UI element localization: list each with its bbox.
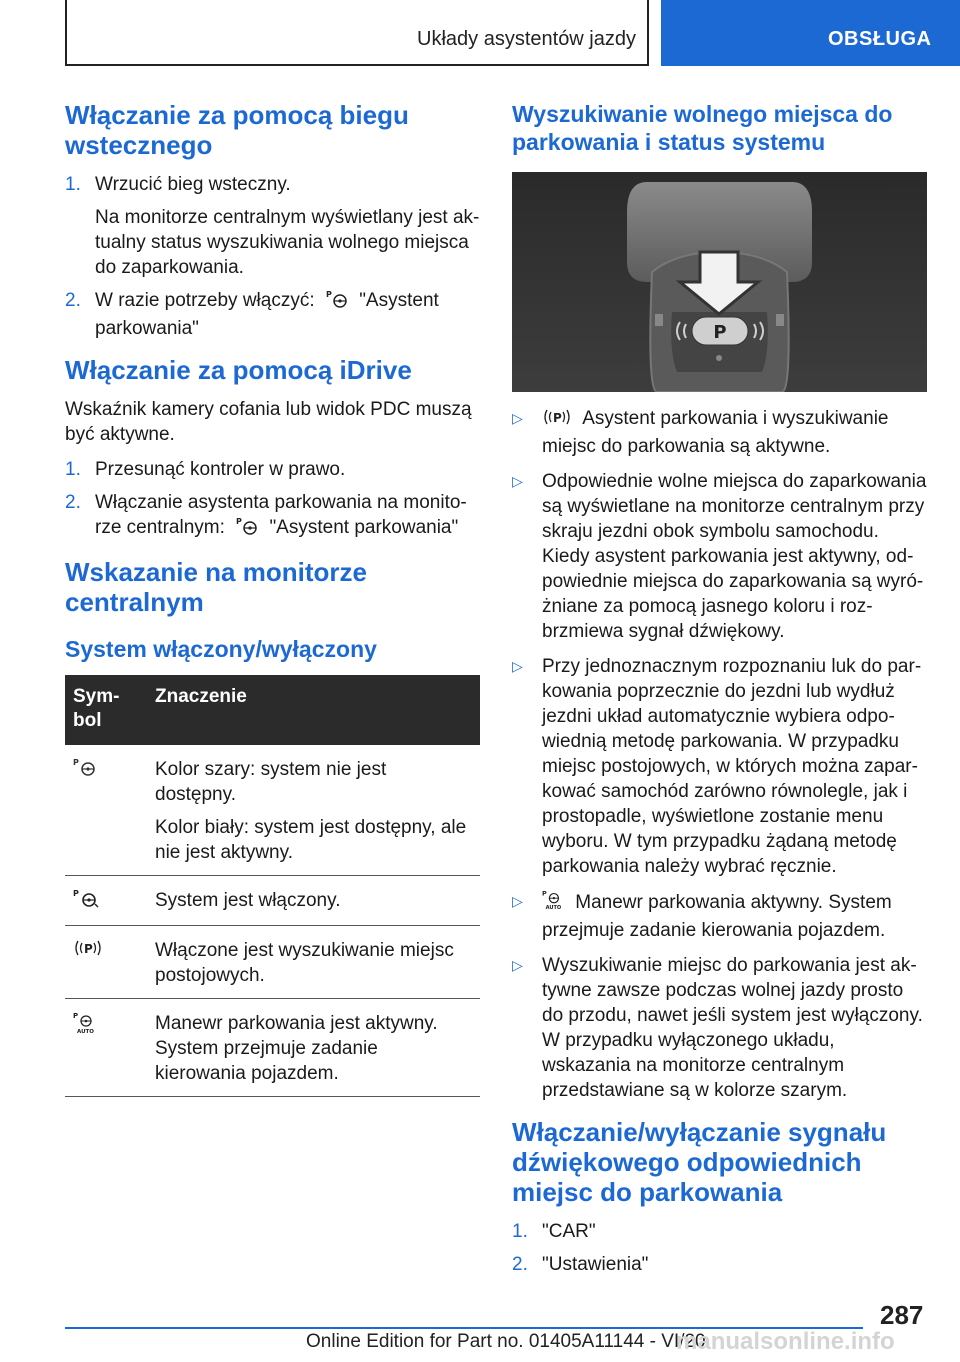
symbol-cell	[65, 876, 147, 926]
step-number: 1.	[65, 459, 81, 480]
park-auto-icon	[73, 1012, 97, 1040]
column-header-meaning: Znaczenie	[147, 675, 480, 745]
step-text: Przesunąć kontroler w prawo.	[95, 459, 346, 480]
step-number: 1.	[65, 174, 81, 195]
header-chapter-tab[interactable]	[661, 0, 960, 66]
footer-edition: Online Edition for Part no. 01405A11144 - VI/20	[306, 1331, 706, 1352]
step-number: 2.	[512, 1254, 528, 1275]
bullet-text: Manewr parkowania aktywny. System przejmuje zadanie kierowania pojazdem.	[542, 892, 892, 941]
parking-search-icon	[73, 942, 103, 963]
list-item	[512, 889, 927, 943]
park-assist-active-icon	[73, 889, 101, 913]
bullet-text: Asystent parkowania i wyszukiwanie miejsc do parkowania są aktywne.	[542, 408, 889, 457]
meaning-text: Kolor biały: system jest dostępny, ale nie jest aktywny.	[155, 817, 467, 863]
table-header-row	[65, 675, 480, 745]
bullet-triangle-icon: ▷	[512, 410, 523, 426]
svg-text:P: P	[325, 290, 332, 299]
table-row	[65, 876, 480, 926]
step-text: Włączanie asystenta parkowania na monitorze centralnym:	[95, 492, 467, 538]
bullet-text: Przy jednoznacznym rozpoznaniu luk do parkowania poprzecznie do jezdni lub wydłuż jezdni układ automatycznie wybiera odpowiednią metodę parkowania. W przypadku miejsc postojowych, w których można zaparkować samochód zarówno równolegle, jak i prostopadle, wyświetlone zostanie menu wyboru. W tym przypadku żądaną metodę parkowania należy wybrać ręcznie.	[542, 656, 922, 877]
list-item	[512, 469, 927, 644]
svg-text:P: P	[73, 1012, 79, 1020]
svg-text:P: P	[236, 517, 243, 526]
bullet-triangle-icon: ▷	[512, 658, 523, 674]
left-column	[65, 100, 480, 1097]
symbol-cell	[65, 926, 147, 999]
step-number: 2.	[65, 290, 81, 311]
step-text: "Ustawienia"	[542, 1254, 649, 1275]
meaning-text: Manewr parkowania jest aktywny. System przejmuje zadanie kierowania pojazdem.	[155, 1013, 438, 1084]
step-text: "Asystent parkowania"	[95, 290, 439, 339]
page-header	[0, 0, 960, 66]
meaning-cell	[147, 876, 480, 926]
heading-system-status: System włączony/wyłączony	[65, 636, 377, 662]
meaning-cell	[147, 999, 480, 1097]
bullet-triangle-icon: ▷	[512, 957, 523, 973]
park-assist-icon	[326, 289, 348, 316]
svg-text:P: P	[73, 889, 79, 898]
step-text: "CAR"	[542, 1221, 596, 1242]
reverse-steps	[65, 172, 480, 341]
svg-text:P: P	[84, 942, 93, 956]
header-section-title: Układy asystentów jazdy	[417, 28, 636, 50]
page-number: 287	[880, 1300, 924, 1330]
auto-label: AUTO	[545, 905, 562, 911]
meaning-text: Kolor szary: system nie jest dostępny.	[155, 759, 387, 805]
header-chapter-label: OBSŁUGA	[828, 28, 932, 50]
step-text: W razie potrzeby włączyć:	[95, 290, 315, 311]
right-column	[512, 100, 927, 1291]
list-item	[512, 1252, 927, 1277]
list-item	[512, 654, 927, 879]
meaning-text: Włączone jest wyszukiwanie miejsc postojowych.	[155, 940, 454, 986]
table-row	[65, 926, 480, 999]
sound-steps	[512, 1219, 927, 1277]
idrive-steps	[65, 457, 480, 543]
meaning-cell	[147, 745, 480, 876]
footer-watermark: manualsonline.info	[676, 1328, 895, 1355]
symbol-table	[65, 675, 480, 1097]
list-item	[65, 457, 480, 482]
list-item	[512, 953, 927, 1103]
header-rule-right	[647, 0, 649, 66]
symbol-cell	[65, 745, 147, 876]
symbol-cell	[65, 999, 147, 1097]
step-text: "Asystent parkowania"	[269, 517, 459, 538]
idrive-note: Wskaźnik kamery cofania lub widok PDC muszą być aktywne.	[65, 399, 472, 445]
step-number: 1.	[512, 1221, 528, 1242]
auto-label: AUTO	[77, 1029, 94, 1035]
table-row	[65, 999, 480, 1097]
parking-display-image	[512, 172, 927, 392]
heading-sound-signal: Włączanie/wyłączanie sygnału dźwiękowego odpowiednich miejsc do parkowania	[512, 1117, 887, 1207]
svg-text:P: P	[553, 411, 562, 425]
step-number: 2.	[65, 492, 81, 513]
meaning-text: System jest włączony.	[155, 890, 341, 911]
step-subtext: Na monitorze centralnym wyświetlany jest aktualny status wyszukiwania wolnego miejsca do zaparkowania.	[95, 207, 480, 278]
list-item	[512, 406, 927, 459]
photo-parking-letter: P	[713, 322, 727, 343]
park-assist-icon	[73, 758, 97, 782]
bullet-text: Wyszukiwanie miejsc do parkowania jest aktywne zawsze podczas wolnej jazdy prosto do przodu, nawet jeśli system jest wyłączony. W przypadku wyłączonego układu, wskazania na monitorze centralnym przedstawiane są w kolorze szarym.	[542, 955, 923, 1101]
table-row	[65, 745, 480, 876]
list-item	[512, 1219, 927, 1244]
status-bullets	[512, 406, 927, 1103]
step-text: Wrzucić bieg wsteczny.	[95, 174, 291, 195]
svg-text:P: P	[73, 758, 79, 767]
heading-idrive: Włączanie za pomocą iDrive	[65, 355, 412, 385]
park-assist-icon	[236, 516, 258, 543]
parking-search-icon	[542, 407, 572, 434]
header-rule-bottom	[65, 64, 649, 66]
meaning-cell	[147, 926, 480, 999]
heading-reverse-gear: Włączanie za pomocą biegu wstecznego	[65, 100, 409, 160]
bullet-triangle-icon: ▷	[512, 473, 523, 489]
bullet-text: Odpowiednie wolne miejsca do zaparkowania są wyświetlane na monitorze centralnym przy skraju jezdni obok symbolu samochodu. Kiedy asystent parkowania jest aktywny, odpowiednie miejsca do zaparkowania są wyróżniane za pomocą jasnego koloru i rozbrzmiewa sygnał dźwiękowy.	[542, 471, 927, 642]
svg-text:P: P	[542, 889, 547, 898]
list-item	[65, 172, 480, 280]
list-item	[65, 288, 480, 341]
bullet-triangle-icon: ▷	[512, 893, 523, 909]
column-header-symbol: Symbol	[65, 675, 147, 745]
heading-central-monitor: Wskazanie na monitorze centralnym	[65, 557, 367, 617]
list-item	[65, 490, 480, 543]
heading-parking-search: Wyszukiwanie wolnego miejsca do parkowania i status systemu	[512, 101, 893, 155]
park-auto-icon	[542, 889, 564, 918]
header-rule-left	[65, 0, 67, 66]
